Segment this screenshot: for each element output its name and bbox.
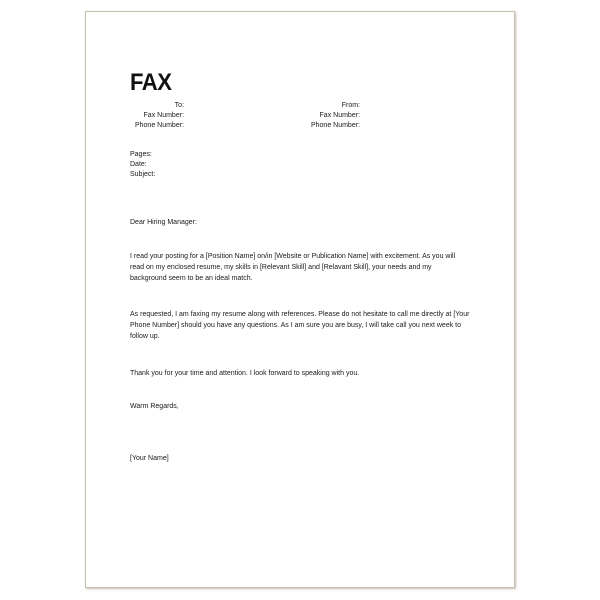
closing: Warm Regards, <box>130 403 179 410</box>
salutation: Dear Hiring Manager: <box>130 219 197 226</box>
to-label: To: <box>174 102 184 109</box>
body-paragraph-2: As requested, I am faxing my resume along with references. Please do not hesitate to call me directly at [Your Phone Number] should you have any questions. As I am sure you are busy, I will take call you next week to follow up. <box>130 311 470 340</box>
recipient-phone-number-label: Phone Number: <box>134 122 184 129</box>
document-page <box>85 11 515 588</box>
recipient-fields <box>130 101 184 131</box>
sender-fax-number-label: Fax Number: <box>319 112 360 119</box>
pages-label: Pages: <box>130 151 152 158</box>
date-label: Date: <box>130 161 147 168</box>
signature-name: [Your Name] <box>130 455 169 462</box>
recipient-fax-number-label: Fax Number: <box>143 112 184 119</box>
subject-label: Subject: <box>130 171 156 178</box>
fax-meta-fields <box>130 150 155 180</box>
sender-fields <box>304 101 360 131</box>
sender-phone-number-label: Phone Number: <box>310 122 360 129</box>
fax-cover-letter <box>86 12 514 587</box>
body-paragraph-3: Thank you for your time and attention. I look forward to speaking with you. <box>130 370 360 377</box>
fax-title: FAX <box>130 69 172 96</box>
body-paragraph-1: I read your posting for a [Position Name] on/in [Website or Publication Name] with excitement. As you will read on my enclosed resume, my skills in [Relevant Skill] and [Relavant Skill], your needs and my background seem to be an ideal match. <box>130 253 456 282</box>
from-label: From: <box>341 102 360 109</box>
